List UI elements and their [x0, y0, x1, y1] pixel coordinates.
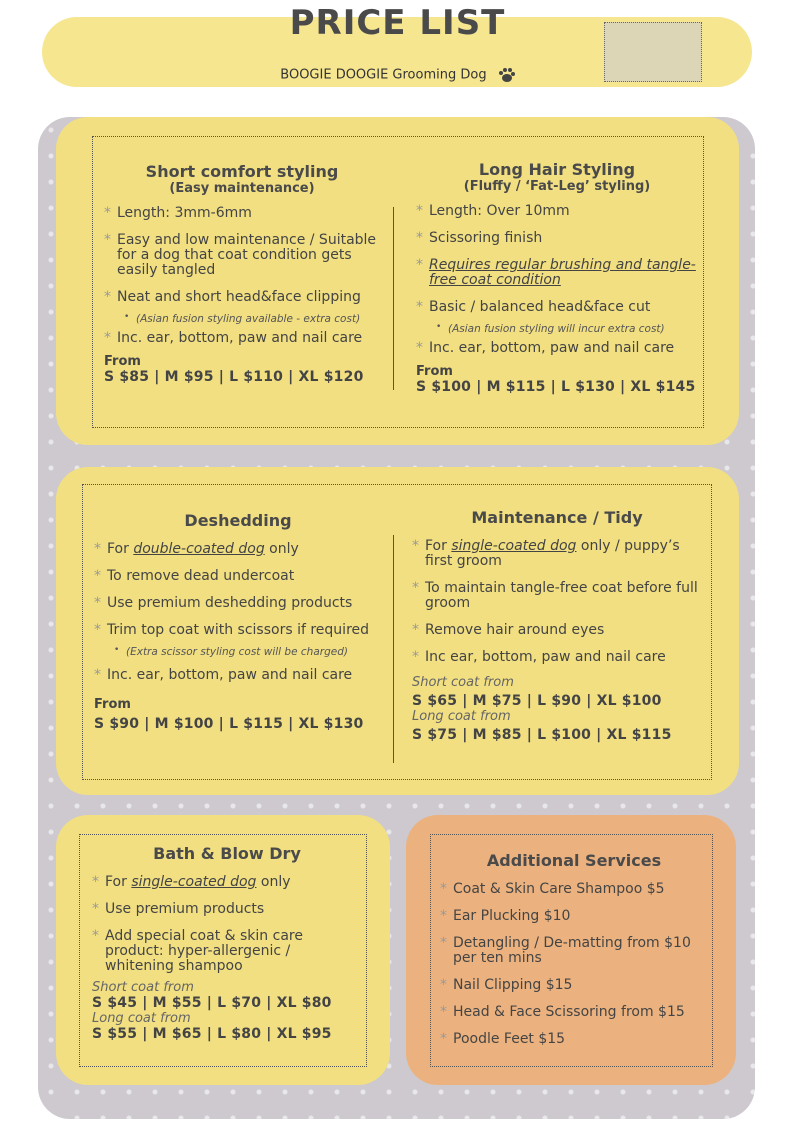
long-coat-label: Long coat from — [92, 1011, 191, 1026]
list-item: * Nail Clipping $15 — [440, 978, 708, 993]
additional-title: Additional Services — [486, 851, 662, 870]
list-item: * Neat and short head&face clipping — [104, 290, 380, 305]
underlined-text: Requires regular brushing and tangle-free coat condition — [429, 257, 696, 288]
column-divider — [393, 207, 394, 390]
list-item — [412, 539, 702, 569]
bath-section — [92, 844, 362, 1042]
item-text: only / puppy’s first groom — [425, 538, 680, 569]
price-line: S $90 | M $100 | L $115 | XL $130 — [94, 716, 364, 732]
list-item: * Use premium deshedding products — [94, 596, 382, 611]
item-note: • (Extra scissor styling cost will be charged) — [94, 646, 382, 658]
list-item: * Coat & Skin Care Shampoo $5 — [440, 882, 708, 897]
list-item: * Inc. ear, bottom, paw and nail care — [104, 331, 380, 346]
list-item: * Ear Plucking $10 — [440, 909, 708, 924]
list-item: * Basic / balanced head&face cut — [416, 300, 698, 315]
price-line: S $85 | M $95 | L $110 | XL $120 — [104, 369, 364, 385]
list-item: * Add special coat & skin care product: hyper-allergenic / whitening shampoo — [92, 929, 362, 974]
price-line: S $55 | M $65 | L $80 | XL $95 — [92, 1026, 332, 1042]
item-text: For — [107, 541, 129, 557]
list-item: * Length: Over 10mm — [416, 204, 698, 219]
from-label: From — [416, 364, 453, 379]
subtitle-text: BOOGIE DOOGIE Grooming Dog — [280, 67, 487, 83]
list-item: * To remove dead undercoat — [94, 569, 382, 584]
list-item: * Head & Face Scissoring from $15 — [440, 1005, 708, 1020]
list-item: * Inc. ear, bottom, paw and nail care — [94, 668, 382, 683]
long-coat-label: Long coat from — [412, 709, 511, 724]
logo-placeholder — [604, 22, 702, 82]
item-text: For — [425, 538, 447, 554]
short-comfort-title: Short comfort styling — [145, 162, 339, 181]
list-item: * Remove hair around eyes — [412, 623, 702, 638]
short-comfort-subtitle: (Easy maintenance) — [169, 181, 315, 196]
list-item: * Length: 3mm-6mm — [104, 206, 380, 221]
short-comfort-section — [104, 162, 380, 385]
maintenance-title: Maintenance / Tidy — [471, 508, 643, 527]
page-title: PRICE LIST — [289, 3, 506, 43]
from-label: From — [104, 354, 141, 369]
deshedding-title: Deshedding — [184, 511, 292, 530]
list-item — [94, 542, 382, 557]
list-item: * Scissoring finish — [416, 231, 698, 246]
long-hair-title: Long Hair Styling — [478, 160, 636, 179]
list-item: * Easy and low maintenance / Suitable for a dog that coat condition gets easily tangled — [104, 233, 380, 278]
short-coat-label: Short coat from — [412, 675, 514, 690]
price-line: S $100 | M $115 | L $130 | XL $145 — [416, 379, 696, 395]
bath-title: Bath & Blow Dry — [153, 844, 301, 863]
item-note: • (Asian fusion styling will incur extra cost) — [416, 323, 698, 335]
list-item: * To maintain tangle-free coat before full groom — [412, 581, 702, 611]
paw-icon — [495, 66, 515, 84]
maintenance-section — [412, 508, 702, 743]
long-hair-subtitle: (Fluffy / ‘Fat-Leg’ styling) — [463, 179, 651, 194]
additional-section — [440, 851, 708, 1059]
column-divider — [393, 535, 394, 763]
long-hair-section — [416, 160, 698, 395]
short-coat-label: Short coat from — [92, 980, 194, 995]
list-item — [92, 875, 362, 890]
underlined-text: double-coated dog — [133, 541, 265, 557]
item-text: For — [105, 874, 127, 890]
list-item: * Use premium products — [92, 902, 362, 917]
item-text: only — [260, 874, 291, 890]
deshedding-section — [94, 511, 382, 732]
list-item: * Trim top coat with scissors if required — [94, 623, 382, 638]
underlined-text: single-coated dog — [451, 538, 577, 554]
price-line: S $65 | M $75 | L $90 | XL $100 — [412, 693, 662, 709]
underlined-text: single-coated dog — [131, 874, 257, 890]
list-item — [416, 258, 698, 288]
list-item: * Detangling / De-matting from $10 per ten mins — [440, 936, 708, 966]
item-text: only — [269, 541, 299, 557]
from-label: From — [94, 697, 131, 712]
price-line: S $75 | M $85 | L $100 | XL $115 — [412, 727, 672, 743]
price-line: S $45 | M $55 | L $70 | XL $80 — [92, 995, 332, 1011]
list-item: * Inc ear, bottom, paw and nail care — [412, 650, 702, 665]
list-item: * Inc. ear, bottom, paw and nail care — [416, 341, 698, 356]
list-item: * Poodle Feet $15 — [440, 1032, 708, 1047]
item-note: • (Asian fusion styling available - extra cost) — [104, 313, 380, 325]
